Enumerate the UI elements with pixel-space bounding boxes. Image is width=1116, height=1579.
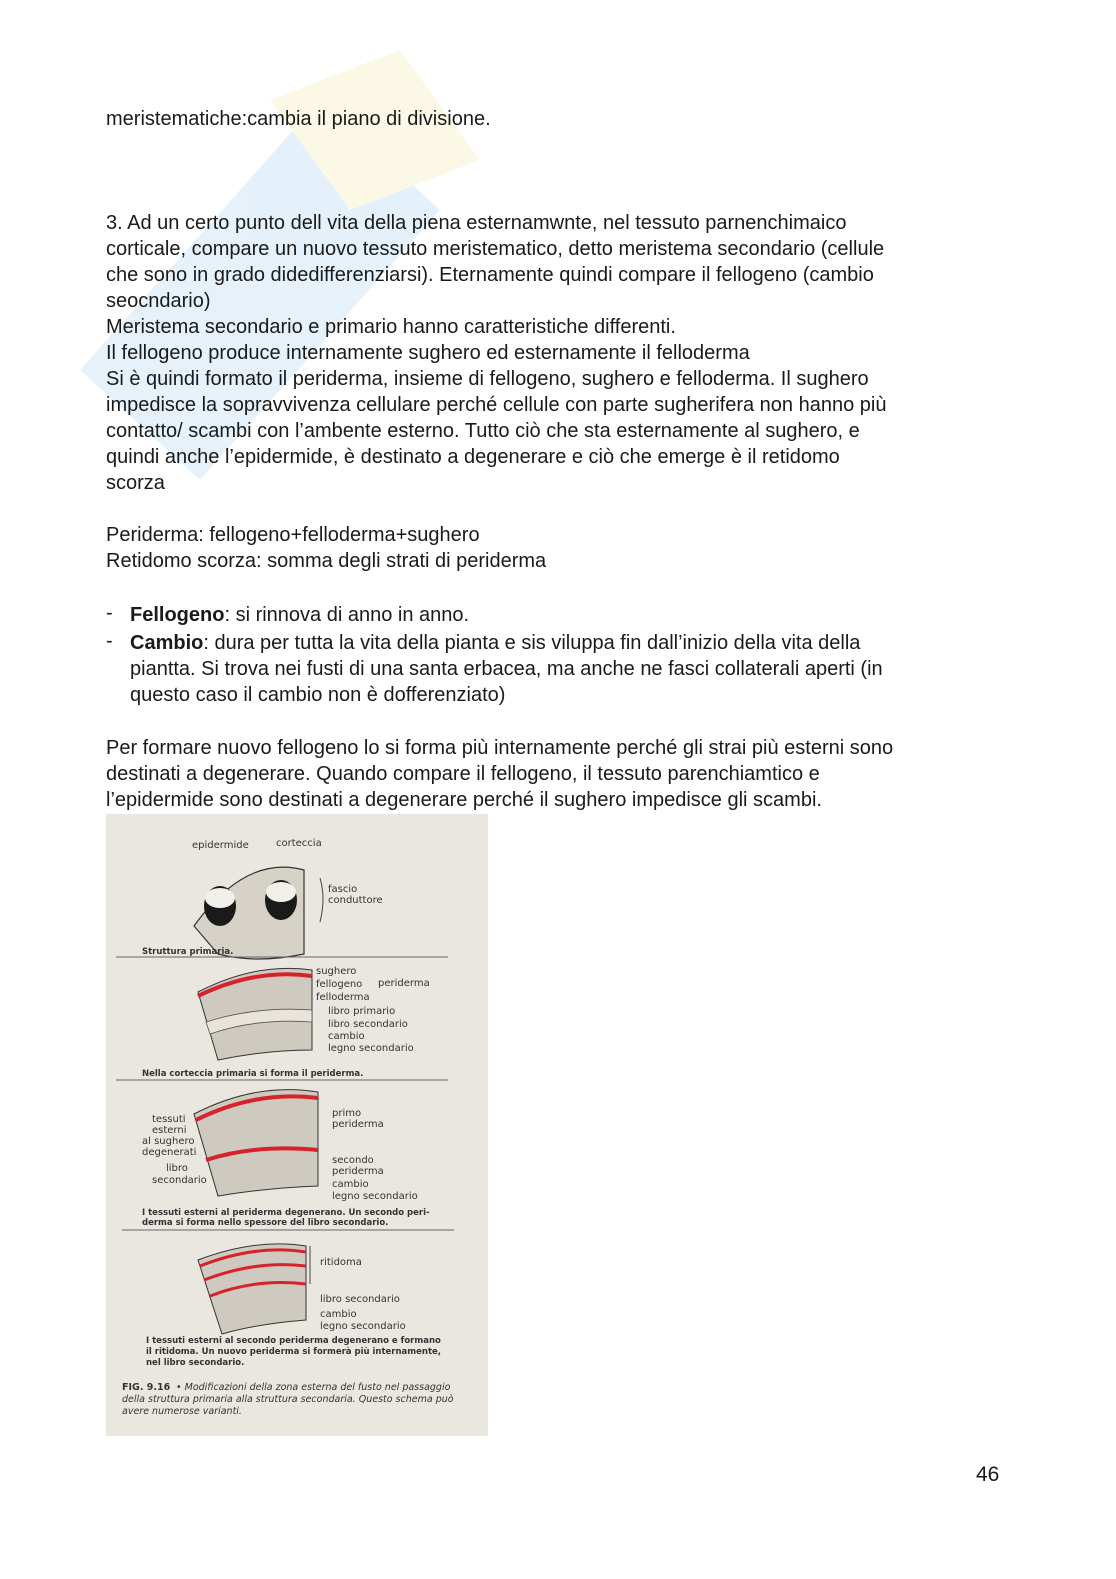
caption-panel4: il ritidoma. Un nuovo periderma si formerà più internamente, — [146, 1347, 441, 1357]
item-text: questo caso il cambio non è dofferenziato) — [130, 684, 506, 706]
paragraph-point-3 — [106, 210, 1006, 496]
label-right: cambio — [332, 1179, 369, 1190]
label-libro-secondario: libro secondario — [320, 1294, 400, 1305]
caption-panel3: I tessuti esterni al periderma degenerano. Un secondo peri- — [142, 1208, 430, 1218]
caption-panel4: I tessuti esterni al secondo periderma degenerano e formano — [146, 1336, 441, 1346]
caption-panel4: nel libro secondario. — [146, 1358, 245, 1368]
label-cambio: cambio — [320, 1309, 357, 1320]
text-line: Si è quindi formato il periderma, insieme di fellogeno, sughero e felloderma. Il sughero — [106, 368, 869, 390]
list-item: - Fellogeno: si rinnova di anno in anno. — [106, 602, 470, 626]
label-legno-secondario: legno secondario — [328, 1043, 414, 1054]
figure-label: FIG. 9.16 — [122, 1382, 171, 1393]
label-right: periderma — [332, 1166, 384, 1177]
label-libro-primario: libro primario — [328, 1006, 396, 1017]
vascular-bundle-phloem — [205, 888, 235, 908]
figure-stem-periderm — [106, 814, 488, 1436]
text-line: che sono in grado didedifferenziarsi). Eternamente quindi compare il fellogeno (cambio — [106, 264, 874, 286]
figure-caption: • Modificazioni della zona esterna del fusto nel passaggio — [176, 1382, 451, 1393]
label-right: legno secondario — [332, 1191, 418, 1202]
term-cambio: Cambio — [130, 632, 204, 654]
item-text: dura per tutta la vita della pianta e sis viluppa fin dall’inizio della vita della — [214, 632, 861, 654]
text-line: seocndario) — [106, 290, 211, 312]
text-line: 3. Ad un certo punto dell vita della piena esternamwnte, nel tessuto parnenchimaico — [106, 212, 847, 234]
caption-panel2: Nella corteccia primaria si forma il periderma. — [142, 1069, 364, 1079]
text-line: destinati a degenerare. Quando compare il fellogeno, il tessuto parenchiamtico e — [106, 763, 820, 785]
label-left: al sughero — [142, 1136, 195, 1147]
label-right: periderma — [332, 1119, 384, 1130]
label-conduttore: conduttore — [328, 895, 383, 906]
brace-bundle — [320, 878, 323, 922]
label-fellogeno: fellogeno — [316, 979, 363, 990]
label-legno-secondario: legno secondario — [320, 1321, 406, 1332]
label-right: secondo — [332, 1155, 374, 1166]
label-fascio: fascio — [328, 884, 358, 895]
list-item: - Cambio: dura per tutta la vita della pianta e sis viluppa fin dall’inizio della vita della piantta. Si trova nei fusti di una santa erbacea, ma anche ne fasci collaterali aperti (in questo caso il cambio non è dofferenziato) — [106, 630, 883, 706]
figure-caption: avere numerose varianti. — [122, 1406, 242, 1417]
definition-periderma: Periderma: fellogeno+felloderma+sughero — [106, 524, 480, 546]
text-line: Meristema secondario e primario hanno caratteristiche differenti. — [106, 316, 676, 338]
label-left: libro — [166, 1163, 188, 1174]
text-line: quindi anche l’epidermide, è destinato a degenerare e ciò che emerge è il retidomo — [106, 446, 840, 468]
figure-diagram — [106, 814, 488, 1436]
text-line: Il fellogeno produce internamente sughero ed esternamente il felloderma — [106, 342, 750, 364]
vascular-bundle-phloem — [266, 882, 296, 902]
label-sughero: sughero — [316, 966, 357, 977]
page-number: 46 — [976, 1463, 1000, 1486]
text-line: scorza — [106, 472, 165, 494]
paragraph-continuation: meristematiche:cambia il piano di divisione. — [106, 108, 491, 130]
label-left: tessuti — [152, 1114, 186, 1125]
label-right: primo — [332, 1108, 362, 1119]
definition-retidomo: Retidomo scorza: somma degli strati di periderma — [106, 550, 547, 572]
text-line: Per formare nuovo fellogeno lo si forma più internamente perché gli strai più esterni sono — [106, 737, 894, 759]
text-line: contatto/ scambi con l’ambente esterno. Tutto ciò che sta esternamente al sughero, e — [106, 420, 860, 442]
text-line: corticale, compare un nuovo tessuto meristematico, detto meristema secondario (cellule — [106, 238, 885, 260]
caption-panel3: derma si forma nello spessore del libro secondario. — [142, 1218, 389, 1228]
text-line: l’epidermide sono destinati a degenerare perché il sughero impedisce gli scambi. — [106, 789, 822, 811]
label-cambio: cambio — [328, 1031, 365, 1042]
label-felloderma: felloderma — [316, 992, 370, 1003]
definitions-block — [106, 522, 1006, 574]
caption-panel1: Struttura primaria. — [142, 947, 234, 957]
term-fellogeno: Fellogeno — [130, 604, 225, 626]
label-left: secondario — [152, 1175, 207, 1186]
label-ritidoma: ritidoma — [320, 1257, 362, 1268]
item-text: piantta. Si trova nei fusti di una santa erbacea, ma anche ne fasci collaterali aperti (in — [130, 658, 883, 680]
label-left: degenerati — [142, 1147, 197, 1158]
stem-section-3 — [194, 1090, 318, 1196]
label-epidermide: epidermide — [192, 840, 249, 851]
bullet-list — [106, 602, 996, 710]
label-left: esterni — [152, 1125, 187, 1136]
stem-section-4 — [198, 1244, 306, 1334]
figure-caption: della struttura primaria alla struttura secondaria. Questo schema può — [122, 1394, 454, 1405]
label-periderma: periderma — [378, 978, 430, 989]
dash-bullet: - — [106, 630, 113, 652]
paragraph-final — [106, 735, 1016, 813]
label-corteccia: corteccia — [276, 838, 322, 849]
text-line: impedisce la sopravvivenza cellulare perché cellule con parte sugherifera non hanno più — [106, 394, 887, 416]
item-text: si rinnova di anno in anno. — [235, 604, 470, 626]
dash-bullet: - — [106, 602, 113, 624]
label-libro-secondario: libro secondario — [328, 1019, 408, 1030]
